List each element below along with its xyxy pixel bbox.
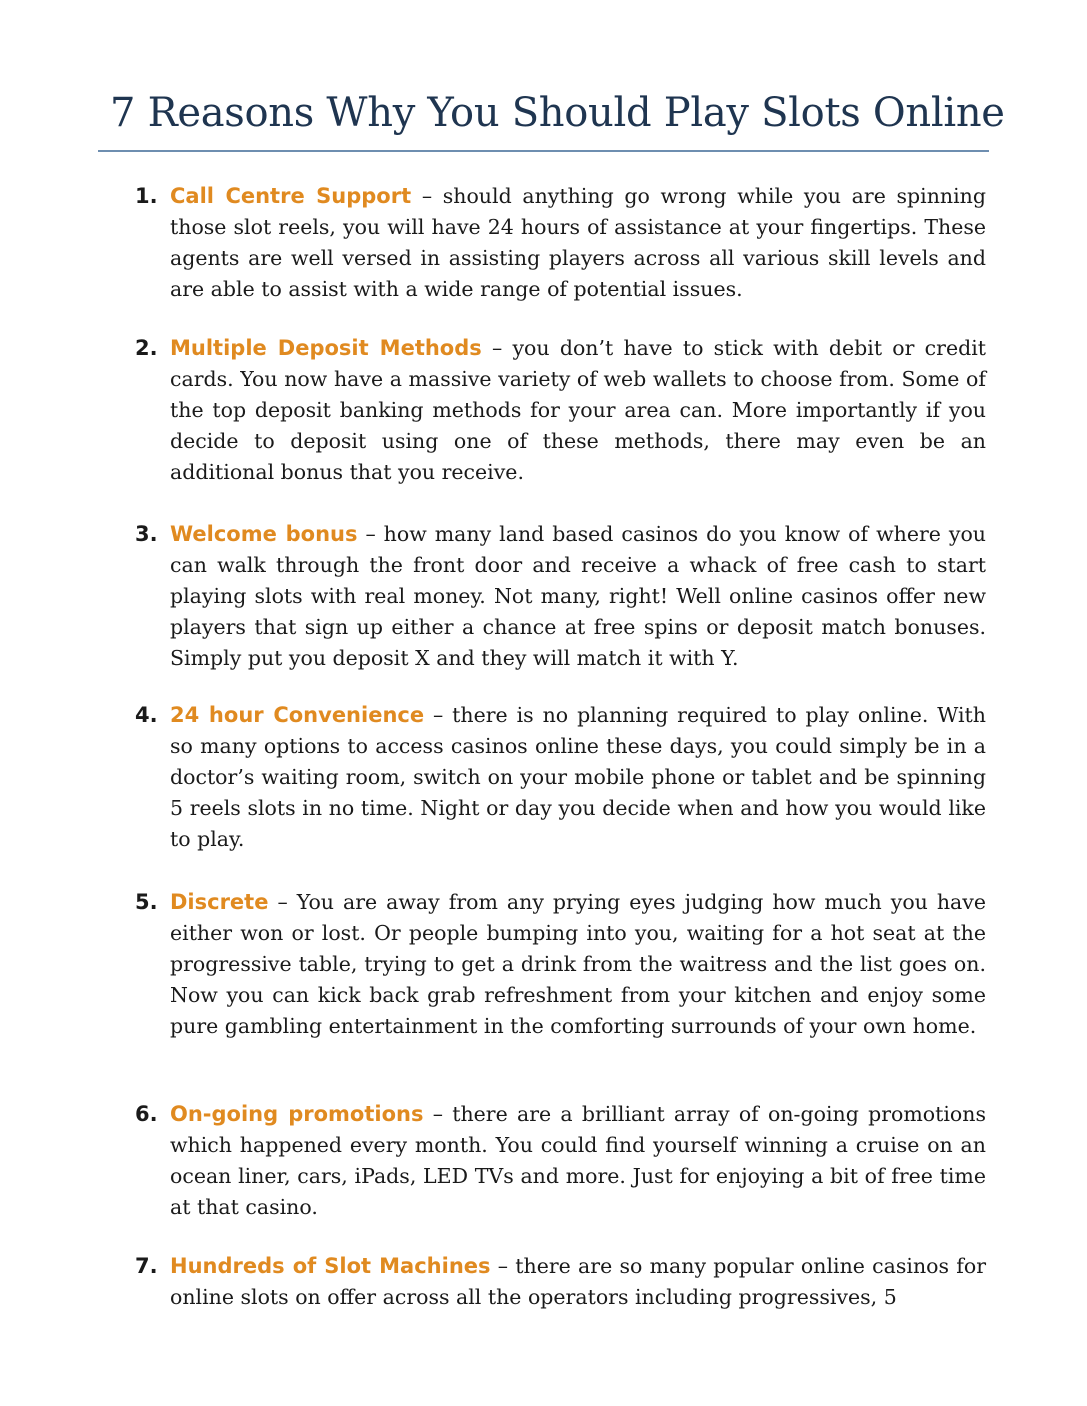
item-body: [170, 887, 986, 1042]
item-body: [170, 1099, 986, 1223]
item-text: – You are away from any prying eyes judging how much you have either won or lost. Or people bumping into you, waiting for a hot seat at the progressive table, trying to get a drink from the waitress and the list goes on. Now you can kick back grab refreshment from your kitchen and enjoy some pure gambling entertainment in the comforting surrounds of your own home.: [170, 890, 986, 1038]
item-body: [170, 1251, 986, 1313]
item-text: – how many land based casinos do you know of where you can walk through the front door and receive a whack of free cash to start playing slots with real money. Not many, right! Well online casinos offer new players that sign up either a chance at free spins or deposit match bonuses. Simply put you deposit X and they will match it with Y.: [170, 522, 986, 670]
item-heading: Multiple Deposit Methods: [170, 336, 482, 360]
item-heading: 24 hour Convenience: [170, 703, 425, 727]
item-heading: Call Centre Support: [170, 184, 412, 208]
item-body: [170, 181, 986, 305]
item-number: 3.: [135, 522, 158, 546]
item-text: – should anything go wrong while you are spinning those slot reels, you will have 24 hours of assistance at your fingertips. These agents are well versed in assisting players across all various skill levels and are able to assist with a wide range of potential issues.: [170, 184, 986, 301]
item-number: 1.: [135, 184, 158, 208]
item-heading: On-going promotions: [170, 1102, 424, 1126]
item-text: – there are a brilliant array of on-going promotions which happened every month. You could find yourself winning a cruise on an ocean liner, cars, iPads, LED TVs and more. Just for enjoying a bit of free time at that casino.: [170, 1102, 986, 1219]
item-text: – there is no planning required to play online. With so many options to access casinos online these days, you could simply be in a doctor’s waiting room, switch on your mobile phone or tablet and be spinning 5 reels slots in no time. Night or day you decide when and how you would like to play.: [170, 703, 986, 851]
item-number: 6.: [135, 1102, 158, 1126]
title-underline: [98, 150, 989, 152]
item-heading: Welcome bonus: [170, 522, 358, 546]
item-text: – you don’t have to stick with debit or credit cards. You now have a massive variety of web wallets to choose from. Some of the top deposit banking methods for your area can. More importantly if you decide to deposit using one of these methods, there may even be an additional bonus that you receive.: [170, 336, 986, 484]
item-heading: Hundreds of Slot Machines: [170, 1254, 491, 1278]
item-number: 4.: [135, 703, 158, 727]
item-number: 5.: [135, 890, 158, 914]
item-body: [170, 700, 986, 855]
item-text: – there are so many popular online casinos for online slots on offer across all the operators including progressives, 5: [170, 1254, 987, 1309]
item-heading: Discrete: [170, 890, 269, 914]
item-body: [170, 519, 986, 674]
item-body: [170, 333, 986, 488]
item-number: 7.: [135, 1254, 158, 1278]
item-number: 2.: [135, 336, 158, 360]
page-title: 7 Reasons Why You Should Play Slots Online: [110, 90, 1005, 136]
